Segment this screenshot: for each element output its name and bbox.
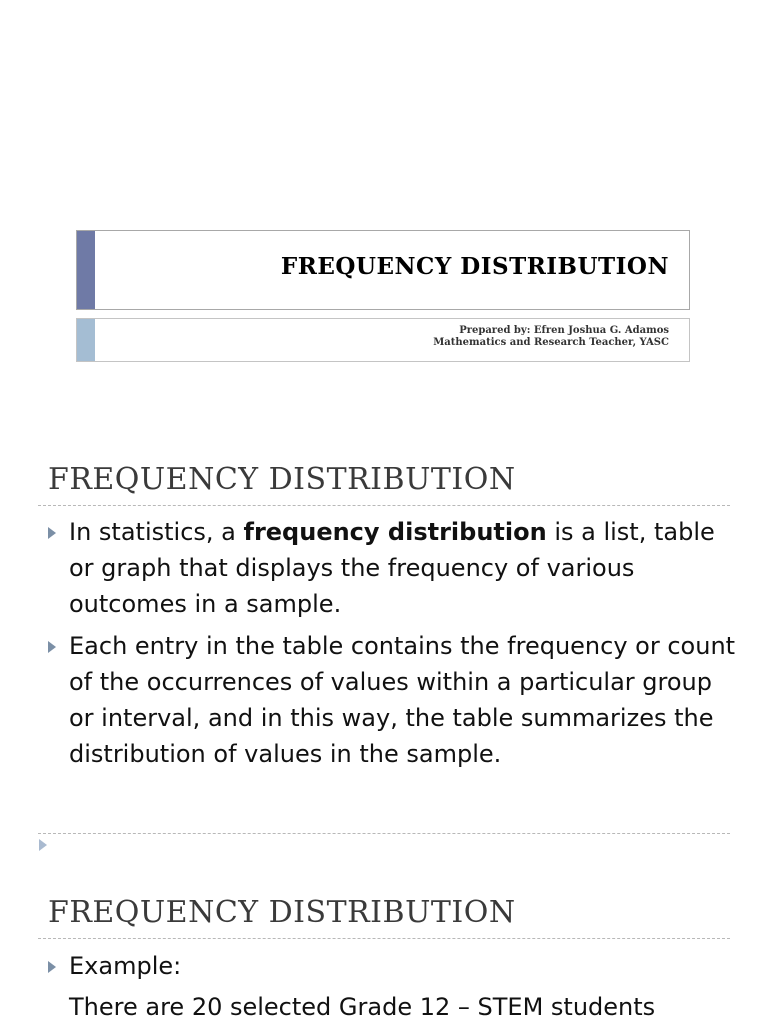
title-box [76, 230, 690, 310]
title-accent-bar [77, 231, 95, 309]
triangle-bullet-icon [48, 961, 56, 973]
subtitle-box [76, 318, 690, 362]
slide-heading-definition: FREQUENCY DISTRIBUTION [48, 462, 516, 497]
author-block [433, 325, 669, 349]
bullet-text: Each entry in the table contains the frequency or count of the occurrences of values within a particular group or interval, and in this way, the table summarizes the distribution of values in the sample. [69, 632, 736, 768]
slide-heading-example: FREQUENCY DISTRIBUTION [48, 895, 516, 930]
triangle-bullet-icon [48, 527, 56, 539]
slide-divider [38, 833, 730, 834]
author-position: Mathematics and Research Teacher, YASC [433, 337, 669, 348]
bullet-text-bold: frequency distribution [243, 518, 547, 546]
bullet-text-pre: In statistics, a [69, 518, 244, 546]
bullet-text: Example: [69, 952, 182, 980]
triangle-bullet-icon [48, 641, 56, 653]
list-item [46, 514, 736, 622]
document-title: FREQUENCY DISTRIBUTION [280, 253, 669, 280]
triangle-bullet-icon [39, 839, 47, 851]
heading-divider [38, 938, 730, 939]
prepared-by: Prepared by: Efren Joshua G. Adamos [459, 325, 669, 336]
subtitle-accent-bar [77, 319, 95, 361]
list-item [46, 948, 736, 984]
definition-bullet-list [46, 514, 736, 778]
example-description: There are 20 selected Grade 12 – STEM students [69, 993, 656, 1021]
bullet-text-post: is a list, table or graph that displays the frequency of various outcomes in a sample. [69, 518, 715, 618]
example-bullet-list [46, 948, 736, 990]
heading-divider [38, 505, 730, 506]
list-item [46, 628, 736, 772]
